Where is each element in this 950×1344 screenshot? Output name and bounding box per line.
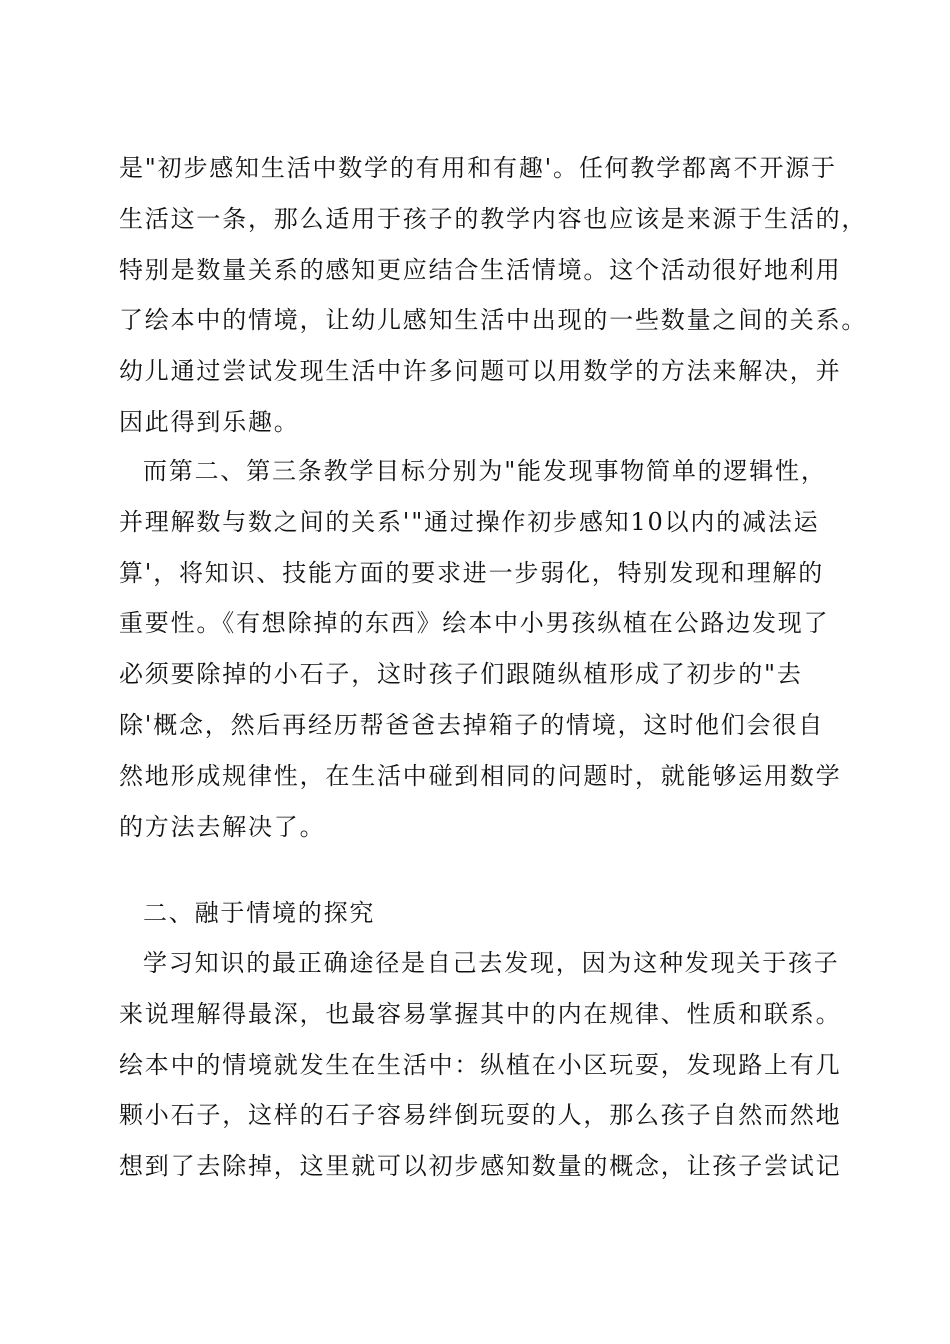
text-line: 必须要除掉的小石子，这时孩子们跟随纵植形成了初步的"去 [119, 660, 803, 689]
paragraph-2 [119, 446, 841, 852]
text-line: 来说理解得最深，也最容易掌握其中的内在规律、性质和联系。 [119, 999, 842, 1028]
paragraph-1 [119, 143, 867, 448]
text-line: 颗小石子，这样的石子容易绊倒玩耍的人，那么孩子自然而然地 [119, 1101, 842, 1130]
text-line: 生活这一条，那么适用于孩子的教学内容也应该是来源于生活的， [119, 204, 868, 233]
text-line: 想到了去除掉，这里就可以初步感知数量的概念，让孩子尝试记 [119, 1152, 842, 1181]
text-line: 学习知识的最正确途径是自己去发现，因为这种发现关于孩子 [143, 949, 840, 977]
text-line: 了绘本中的情境，让幼儿感知生活中出现的一些数量之间的关系。 [119, 306, 868, 335]
section-heading-text: 二、融于情境的探究 [143, 899, 376, 927]
text-line: 幼儿通过尝试发现生活中许多问题可以用数学的方法来解决，并 [119, 357, 842, 386]
text-line: 然地形成规律性，在生活中碰到相同的问题时，就能够运用数学 [119, 761, 842, 790]
text-line: 重要性。《有想除掉的东西》绘本中小男孩纵植在公路边发现了 [119, 609, 830, 638]
text-line: 绘本中的情境就发生在生活中：纵植在小区玩耍，发现路上有几 [119, 1050, 842, 1079]
text-line: 特别是数量关系的感知更应结合生活情境。这个活动很好地利用 [119, 255, 842, 284]
text-line: 并理解数与数之间的关系'"通过操作初步感知10以内的减法运 [119, 507, 820, 536]
paragraph-3 [119, 938, 841, 1192]
text-line: 除'概念，然后再经历帮爸爸去掉箱子的情境，这时他们会很自 [119, 710, 824, 739]
text-line: 算'，将知识、技能方面的要求进一步弱化，特别发现和理解的 [119, 558, 824, 587]
text-line: 是"初步感知生活中数学的有用和有趣'。任何教学都离不开源于 [119, 154, 837, 182]
section-heading [119, 888, 375, 939]
text-line: 的方法去解决了。 [119, 812, 326, 841]
text-line: 而第二、第三条教学目标分别为"能发现事物简单的逻辑性， [143, 457, 827, 485]
text-line: 因此得到乐趣。 [119, 407, 300, 436]
